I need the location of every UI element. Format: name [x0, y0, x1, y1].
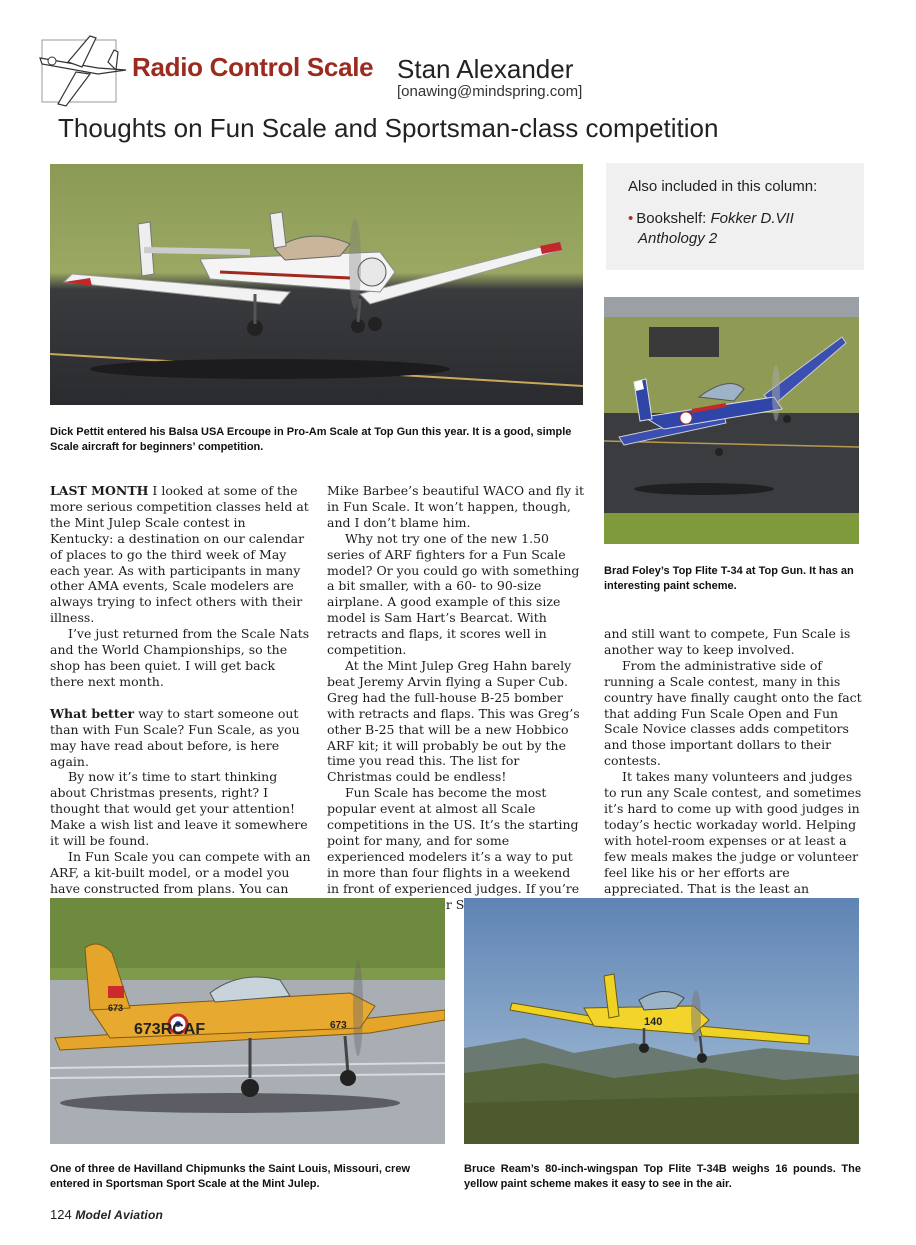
- t34-caption: Brad Foley’s Top Flite T-34 at Top Gun. It has an interesting paint scheme.: [604, 565, 854, 592]
- paragraph: In Fun Scale you can compete with an ARF, a kit-built model, or a model you have constructed from plans. You can: [50, 848, 311, 896]
- author-email[interactable]: [onawing@mindspring.com]: [397, 83, 583, 100]
- page-number: 124: [50, 1207, 72, 1222]
- paragraph: I’ve just returned from the Scale Nats and the World Championships, so the shop has been quiet. I will get back there next month.: [50, 626, 310, 689]
- magazine-name: Model Aviation: [75, 1208, 164, 1222]
- paragraph-text: I looked at some of the more serious competition classes held at the Mint Julep Scale contest in Kentucky: a destination on our calendar of places to go the third week of May each year. As with participants in many other AMA events, Scale modelers are always trying to infect others with their illness.: [50, 483, 309, 626]
- t34b-photo: [464, 898, 859, 1144]
- t34b-caption: Bruce Ream’s 80-inch-wingspan Top Flite T-34B weighs 16 pounds. The yellow paint scheme makes it easy to see in the air.: [464, 1163, 861, 1190]
- paragraph: At the Mint Julep Greg Hahn barely beat Jeremy Arvin flying a Super Cub. Greg had the full-house B-25 bomber with retracts and flaps. This was Greg’s other B-25 that will be a new Hobbico ARF kit; it will probably be out by the time you read this. The list for Christmas could be endless!: [327, 657, 580, 785]
- article-title: Thoughts on Fun Scale and Sportsman-class competition: [58, 113, 719, 143]
- paragraph: Mike Barbee’s beautiful WACO and fly it in Fun Scale. It won’t happen, though, and I don’t blame him.: [327, 483, 584, 530]
- chipmunk-fuselage-code: 673RCAF: [134, 1021, 206, 1038]
- bookshelf-label: Bookshelf:: [636, 210, 711, 227]
- also-included-box: [606, 163, 864, 270]
- paragraph: Fun Scale has become the most popular event at almost all Scale competitions in the US. It’s the starting point for many, and for some experienced modelers it’s a way to put in more than four flights in a weekend in front of experienced judges. If you’re: [327, 785, 580, 896]
- chipmunk-caption: One of three de Havilland Chipmunks the Saint Louis, Missouri, crew entered in Sportsman Sport Scale at the Mint Julep.: [50, 1163, 411, 1190]
- text-column-2: [327, 483, 585, 912]
- paragraph: and still want to compete, Fun Scale is another way to keep involved.: [604, 626, 851, 657]
- column-title: Radio Control Scale: [132, 52, 374, 82]
- page-footer: [50, 1207, 163, 1222]
- column-logo-airplane-icon: [38, 32, 130, 110]
- author-name: Stan Alexander: [397, 54, 574, 84]
- paragraph: It takes many volunteers and judges to run any Scale contest, and sometimes it’s hard to come up with good judges in today’s hectic workaday world. Helping with hotel-room expenses or at least a few meals makes the judge or volunteer feel like his or her efforts are appreciated. That is the least an: [604, 769, 862, 896]
- paragraph: [50, 483, 312, 626]
- paragraph: [50, 706, 312, 770]
- paragraph: By now it’s time to start thinking about Christmas presents, right? I thought that would get your attention! Make a wish list and leave it somewhere it will be found.: [50, 769, 308, 849]
- bookshelf-title-2: Anthology 2: [638, 230, 718, 247]
- chipmunk-nose-code: 673: [330, 1020, 347, 1031]
- paragraph: From the administrative side of running a Scale contest, many in this country have finally caught onto the fact that adding Fun Scale Open and Fun Scale Novice classes adds competitors and those important dollars to their contests.: [604, 657, 862, 769]
- bullet-icon: •: [628, 210, 634, 227]
- text-column-1: [50, 483, 312, 944]
- t34-photo: [604, 297, 859, 544]
- lead-in: LAST MONTH: [50, 483, 149, 498]
- also-included-item[interactable]: [628, 209, 846, 249]
- chipmunk-photo: [50, 898, 445, 1144]
- chipmunk-tail-code: 673: [108, 1003, 124, 1013]
- t34b-code: 140: [644, 1016, 663, 1028]
- ercoupe-caption: Dick Pettit entered his Balsa USA Ercoupe in Pro-Am Scale at Top Gun this year. It is a good, simple Scale aircraft for beginners’ competition.: [50, 426, 572, 453]
- also-included-heading: Also included in this column:: [628, 178, 818, 195]
- bookshelf-title-1: Fokker D.VII: [710, 210, 794, 227]
- paragraph-text: way to start someone out than with Fun Scale? Fun Scale, as you may have read about before, is here again.: [50, 705, 300, 769]
- text-column-3: [604, 626, 862, 912]
- lead-in: What better: [50, 705, 135, 721]
- ercoupe-photo: [50, 164, 583, 405]
- paragraph: Why not try one of the new 1.50 series of ARF fighters for a Fun Scale model? Or you could go with something a bit smaller, with a 60- to 90-size airplane. A good example of this size model is Sam Hart’s Bearcat. With retracts and flaps, it scores well in competition.: [327, 530, 580, 658]
